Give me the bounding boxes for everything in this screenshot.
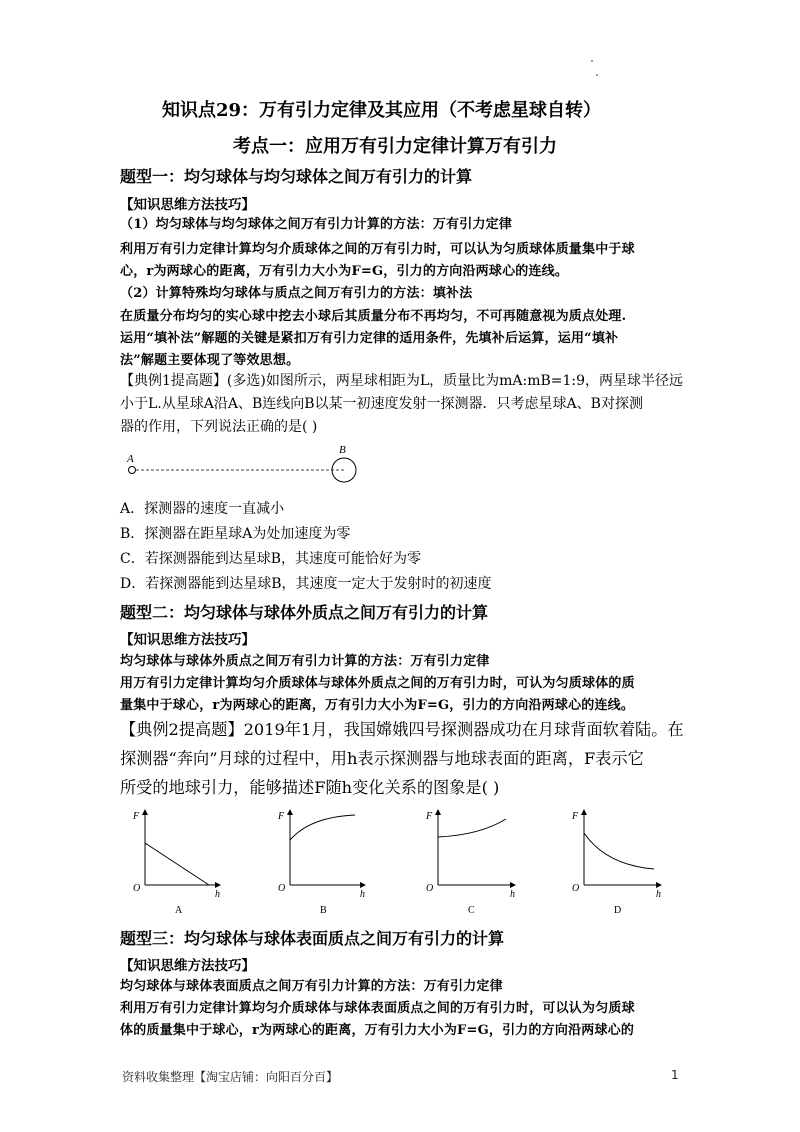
axis-label-f: F	[572, 811, 579, 822]
axis-label-f: F	[426, 811, 433, 822]
footer-source: 资料收集整理【淘宝店铺：向阳百分百】	[122, 1070, 339, 1084]
axis-label-f: F	[133, 811, 140, 822]
section2-line2: 用万有引力定律计算均匀介质球体与球体外质点之间的万有引力时，可认为匀质球体的质	[120, 676, 635, 691]
section3-line2: 利用万有引力定律计算均匀介质球体与球体表面质点之间的万有引力时，可以认为匀质球	[120, 1001, 635, 1016]
section3-heading: 题型三：均匀球体与球体表面质点之间万有引力的计算	[120, 929, 505, 948]
example1-line3: 器的作用，下列说法正确的是( )	[120, 419, 318, 435]
graph-b	[270, 805, 380, 915]
origin-label: O	[426, 883, 434, 894]
fig-label-b: B	[339, 444, 346, 456]
axis-label-h: h	[360, 889, 365, 900]
section1-line3: 心，r为两球心的距离，万有引力大小为F=G，引力的方向沿两球心的连线。	[120, 264, 569, 279]
example1-line2: 小于L.从星球A沿A、B连线向B以某一初速度发射一探测器．只考虑星球A、B对探测	[120, 396, 643, 412]
option-a: A．探测器的速度一直减小	[120, 501, 285, 517]
graph-caption: B	[320, 905, 327, 915]
curve	[584, 833, 654, 869]
section1-heading: 题型一：均匀球体与均匀球体之间万有引力的计算	[120, 167, 473, 186]
example1-line1: 【典例1提高题】(多选)如图所示，两星球相距为L，质量比为mA:mB=1:9，两星球半径远	[120, 373, 684, 389]
star-a	[129, 467, 136, 474]
section2-line3: 量集中于球心，r为两球心的距离，万有引力大小为F=G，引力的方向沿两球心的连线。	[120, 698, 635, 713]
section2-heading: 题型二：均匀球体与球体外质点之间万有引力的计算	[120, 603, 489, 622]
page-subtitle: 考点一：应用万有引力定律计算万有引力	[233, 136, 557, 157]
star-b	[332, 458, 356, 482]
axis-label-h: h	[510, 889, 515, 900]
option-b: B．探测器在距星球A为处加速度为零	[120, 526, 351, 542]
curve	[145, 843, 209, 885]
curve	[290, 815, 355, 840]
section1-line1: （1）均匀球体与均匀球体之间万有引力计算的方法：万有引力定律	[120, 217, 513, 232]
axis-label-f: F	[278, 811, 285, 822]
section2-line1: 均匀球体与球体外质点之间万有引力计算的方法：万有引力定律	[120, 654, 490, 669]
section1-line5: 在质量分布均匀的实心球中挖去小球后其质量分布不再均匀，不可再随意视为质点处理.	[120, 309, 627, 324]
origin-label: O	[572, 883, 580, 894]
example2-line3: 所受的地球引力，能够描述F随h变化关系的图象是( )	[120, 778, 500, 797]
fig-label-a: A	[127, 453, 134, 465]
graph-d	[566, 805, 676, 915]
example2-line1: 【典例2提高题】2019年1月，我国嫦娥四号探测器成功在月球背面软着陆。在	[120, 720, 684, 739]
section1-line4: （2）计算特殊均匀球体与质点之间万有引力的方法：填补法	[120, 286, 473, 301]
section1-tips-label: 【知识思维方法技巧】	[120, 197, 255, 213]
option-c: C．若探测器能到达星球B，其速度可能恰好为零	[120, 551, 421, 567]
graph-a	[125, 805, 235, 915]
graph-caption: A	[175, 905, 183, 915]
axis-label-h: h	[215, 889, 220, 900]
origin-label: O	[278, 883, 286, 894]
section3-tips-label: 【知识思维方法技巧】	[120, 958, 255, 974]
graph-c	[420, 805, 530, 915]
origin-label: O	[133, 883, 141, 894]
corner-mark	[596, 74, 598, 76]
section3-line3: 体的质量集中于球心，r为两球心的距离，万有引力大小为F=G，引力的方向沿两球心的	[120, 1023, 635, 1038]
section1-line7: 法”解题主要体现了等效思想。	[120, 353, 300, 368]
section1-line2: 利用万有引力定律计算均匀介质球体之间的万有引力时，可以认为匀质球体质量集中于球	[120, 242, 635, 257]
graph-caption: C	[468, 905, 475, 915]
example2-line2: 探测器“奔向”月球的过程中，用h表示探测器与地球表面的距离，F表示它	[120, 749, 644, 768]
page-title: 知识点29：万有引力定律及其应用（不考虑星球自转）	[162, 100, 602, 121]
curve	[438, 819, 506, 837]
section2-tips-label: 【知识思维方法技巧】	[120, 632, 255, 648]
section3-line1: 均匀球体与球体表面质点之间万有引力计算的方法：万有引力定律	[120, 979, 503, 994]
axis-label-h: h	[656, 889, 661, 900]
page-number: 1	[671, 1068, 679, 1082]
corner-mark	[591, 60, 593, 62]
option-d: D．若探测器能到达星球B，其速度一定大于发射时的初速度	[120, 576, 492, 592]
stars-figure	[120, 440, 370, 490]
section1-line6: 运用“填补法”解题的关键是紧扣万有引力定律的适用条件，先填补后运算，运用“填补	[120, 331, 619, 346]
graph-caption: D	[614, 905, 622, 915]
